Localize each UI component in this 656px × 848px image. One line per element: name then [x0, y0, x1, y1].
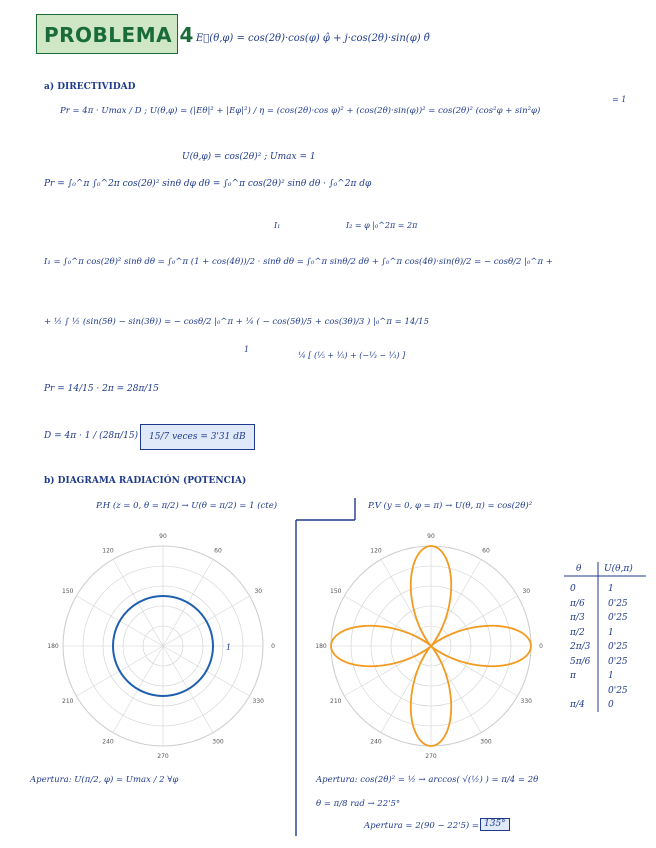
polar-angle-label: 90 [427, 533, 435, 540]
table-header-u: U(θ,π) [604, 564, 633, 574]
section-a-line2b: Pr = ∫₀^π ∫₀^2π cos(2θ)² sinθ dφ dθ = ∫₀^π cos(2θ)² sinθ dθ · ∫₀^2π dφ [44, 179, 372, 189]
table-cell-theta: π/3 [570, 613, 585, 623]
apertura-left: Apertura: U(π/2, φ) = Umax / 2 ∀φ [30, 775, 179, 785]
polar-angle-label: 300 [480, 738, 492, 746]
ph-label: P.H (z = 0, θ = π/2) → U(θ = π/2) = 1 (cte) [96, 501, 278, 511]
pv-label: P.V (y = 0, φ = π) → U(θ, π) = cos(2θ)² [368, 501, 533, 511]
table-cell-theta: 0 [570, 584, 576, 594]
polar-angle-label: 240 [370, 738, 382, 746]
polar-angle-label: 30 [254, 588, 263, 595]
table-cell-u: 0'25 [608, 598, 628, 609]
table-cell-u: 1 [608, 671, 614, 681]
directivity-result-box: 15/7 veces = 3'31 dB [140, 424, 255, 450]
table-header-theta: θ [576, 564, 582, 574]
table-lines [562, 560, 652, 720]
table-cell-theta: 2π/3 [570, 642, 591, 652]
field-expression: E⃗(θ,φ) = cos(2θ)·cos(φ) φ̂ + j·cos(2θ)·sin(φ) θ̂ [196, 33, 430, 44]
section-a-heading: a) DIRECTIVIDAD [44, 82, 136, 92]
polar-angle-label: 240 [102, 738, 114, 746]
section-a-i1: I₁ [274, 221, 281, 230]
table-cell-theta: π [570, 671, 576, 681]
section-b-heading: b) DIAGRAMA RADIACIÓN (POTENCIA) [44, 476, 247, 486]
polar-angle-label: 210 [62, 698, 74, 705]
polar-angle-label: 270 [425, 753, 437, 760]
page-title: PROBLEMA 4 [44, 23, 194, 47]
polar-angle-label: 60 [482, 547, 490, 555]
polar-angle-label: 270 [157, 753, 169, 760]
section-a-line3: I₁ = ∫₀^π cos(2θ)² sinθ dθ = ∫₀^π (1 + cos(4θ))/2 · sinθ dθ = ∫₀^π sinθ/2 dθ + ∫₀^π cos(4θ)·sin(θ)/2 = − cosθ/2 |₀^π + [44, 257, 553, 267]
polar-angle-label: 120 [102, 547, 114, 555]
apertura-right-2: θ = π/8 rad → 22'5° [316, 799, 401, 809]
polar-plot-vertical [306, 528, 556, 768]
section-a-line6-left: D = 4π · 1 / (28π/15) [44, 431, 139, 441]
table-cell-u: 0'25 [608, 656, 628, 667]
section-a-line1: Pr = 4π · Umax / D ; U(θ,φ) = (|Eθ|² + |Eφ|²) / η = (cos(2θ)·cos φ)² + (cos(2θ)·sin(φ))² = cos(2θ)² (cos²φ + sin²φ) [60, 106, 541, 116]
left-plot-value-label: 1 [226, 643, 232, 652]
polar-angle-label: 0 [271, 643, 275, 650]
polar-angle-label: 210 [330, 698, 342, 705]
polar-angle-label: 180 [315, 643, 327, 650]
section-a-line5: Pr = 14/15 · 2π = 28π/15 [44, 384, 159, 394]
apertura-result-box: 135° [480, 818, 510, 831]
table-cell-u: 1 [608, 627, 614, 638]
apertura-right-3: Apertura = 2(90 − 22'5) = [364, 821, 479, 831]
section-a-line1-note: = 1 [612, 95, 627, 104]
polar-angle-label: 150 [62, 588, 74, 595]
table-cell-u: 0'25 [608, 613, 628, 623]
apertura-right-1: Apertura: cos(2θ)² = ½ → arccos( √(½) ) = π/4 = 2θ [316, 775, 539, 785]
table-cell-u: 0'25 [608, 685, 628, 696]
polar-angle-label: 60 [214, 547, 222, 555]
section-a-line4-sub1: 1 [244, 345, 250, 354]
section-a-i2: I₂ = φ |₀^2π = 2π [346, 221, 418, 230]
polar-angle-label: 90 [159, 533, 167, 540]
polar-angle-label: 180 [47, 643, 59, 650]
polar-plot-horizontal [38, 528, 288, 768]
polar-angle-label: 300 [212, 738, 224, 746]
section-a-line2a: U(θ,φ) = cos(2θ)² ; Umax = 1 [182, 152, 316, 162]
polar-angle-label: 30 [522, 588, 531, 595]
polar-angle-label: 330 [252, 698, 264, 705]
section-a-line4-sub2: ¼ [ (⅕ + ⅕) + (−⅓ − ⅓) ] [298, 351, 406, 360]
polar-angle-label: 0 [539, 643, 543, 650]
table-cell-theta: π/2 [570, 627, 585, 638]
table-cell-u: 0'25 [608, 642, 628, 652]
polar-angle-label: 150 [330, 588, 342, 595]
polar-angle-label: 330 [520, 698, 532, 705]
table-cell-theta: 5π/6 [570, 656, 591, 667]
table-cell-u: 1 [608, 584, 614, 594]
table-cell-theta: π/4 [570, 700, 585, 710]
table-cell-u: 0 [608, 700, 614, 710]
section-a-line4: + ½ ∫ ½ (sin(5θ) − sin(3θ)) = − cosθ/2 |₀^π + ¼ ( − cos(5θ)/5 + cos(3θ)/3 ) |₀^π = 14/15 [44, 317, 429, 327]
polar-angle-label: 120 [370, 547, 382, 555]
table-cell-theta: π/6 [570, 598, 585, 609]
